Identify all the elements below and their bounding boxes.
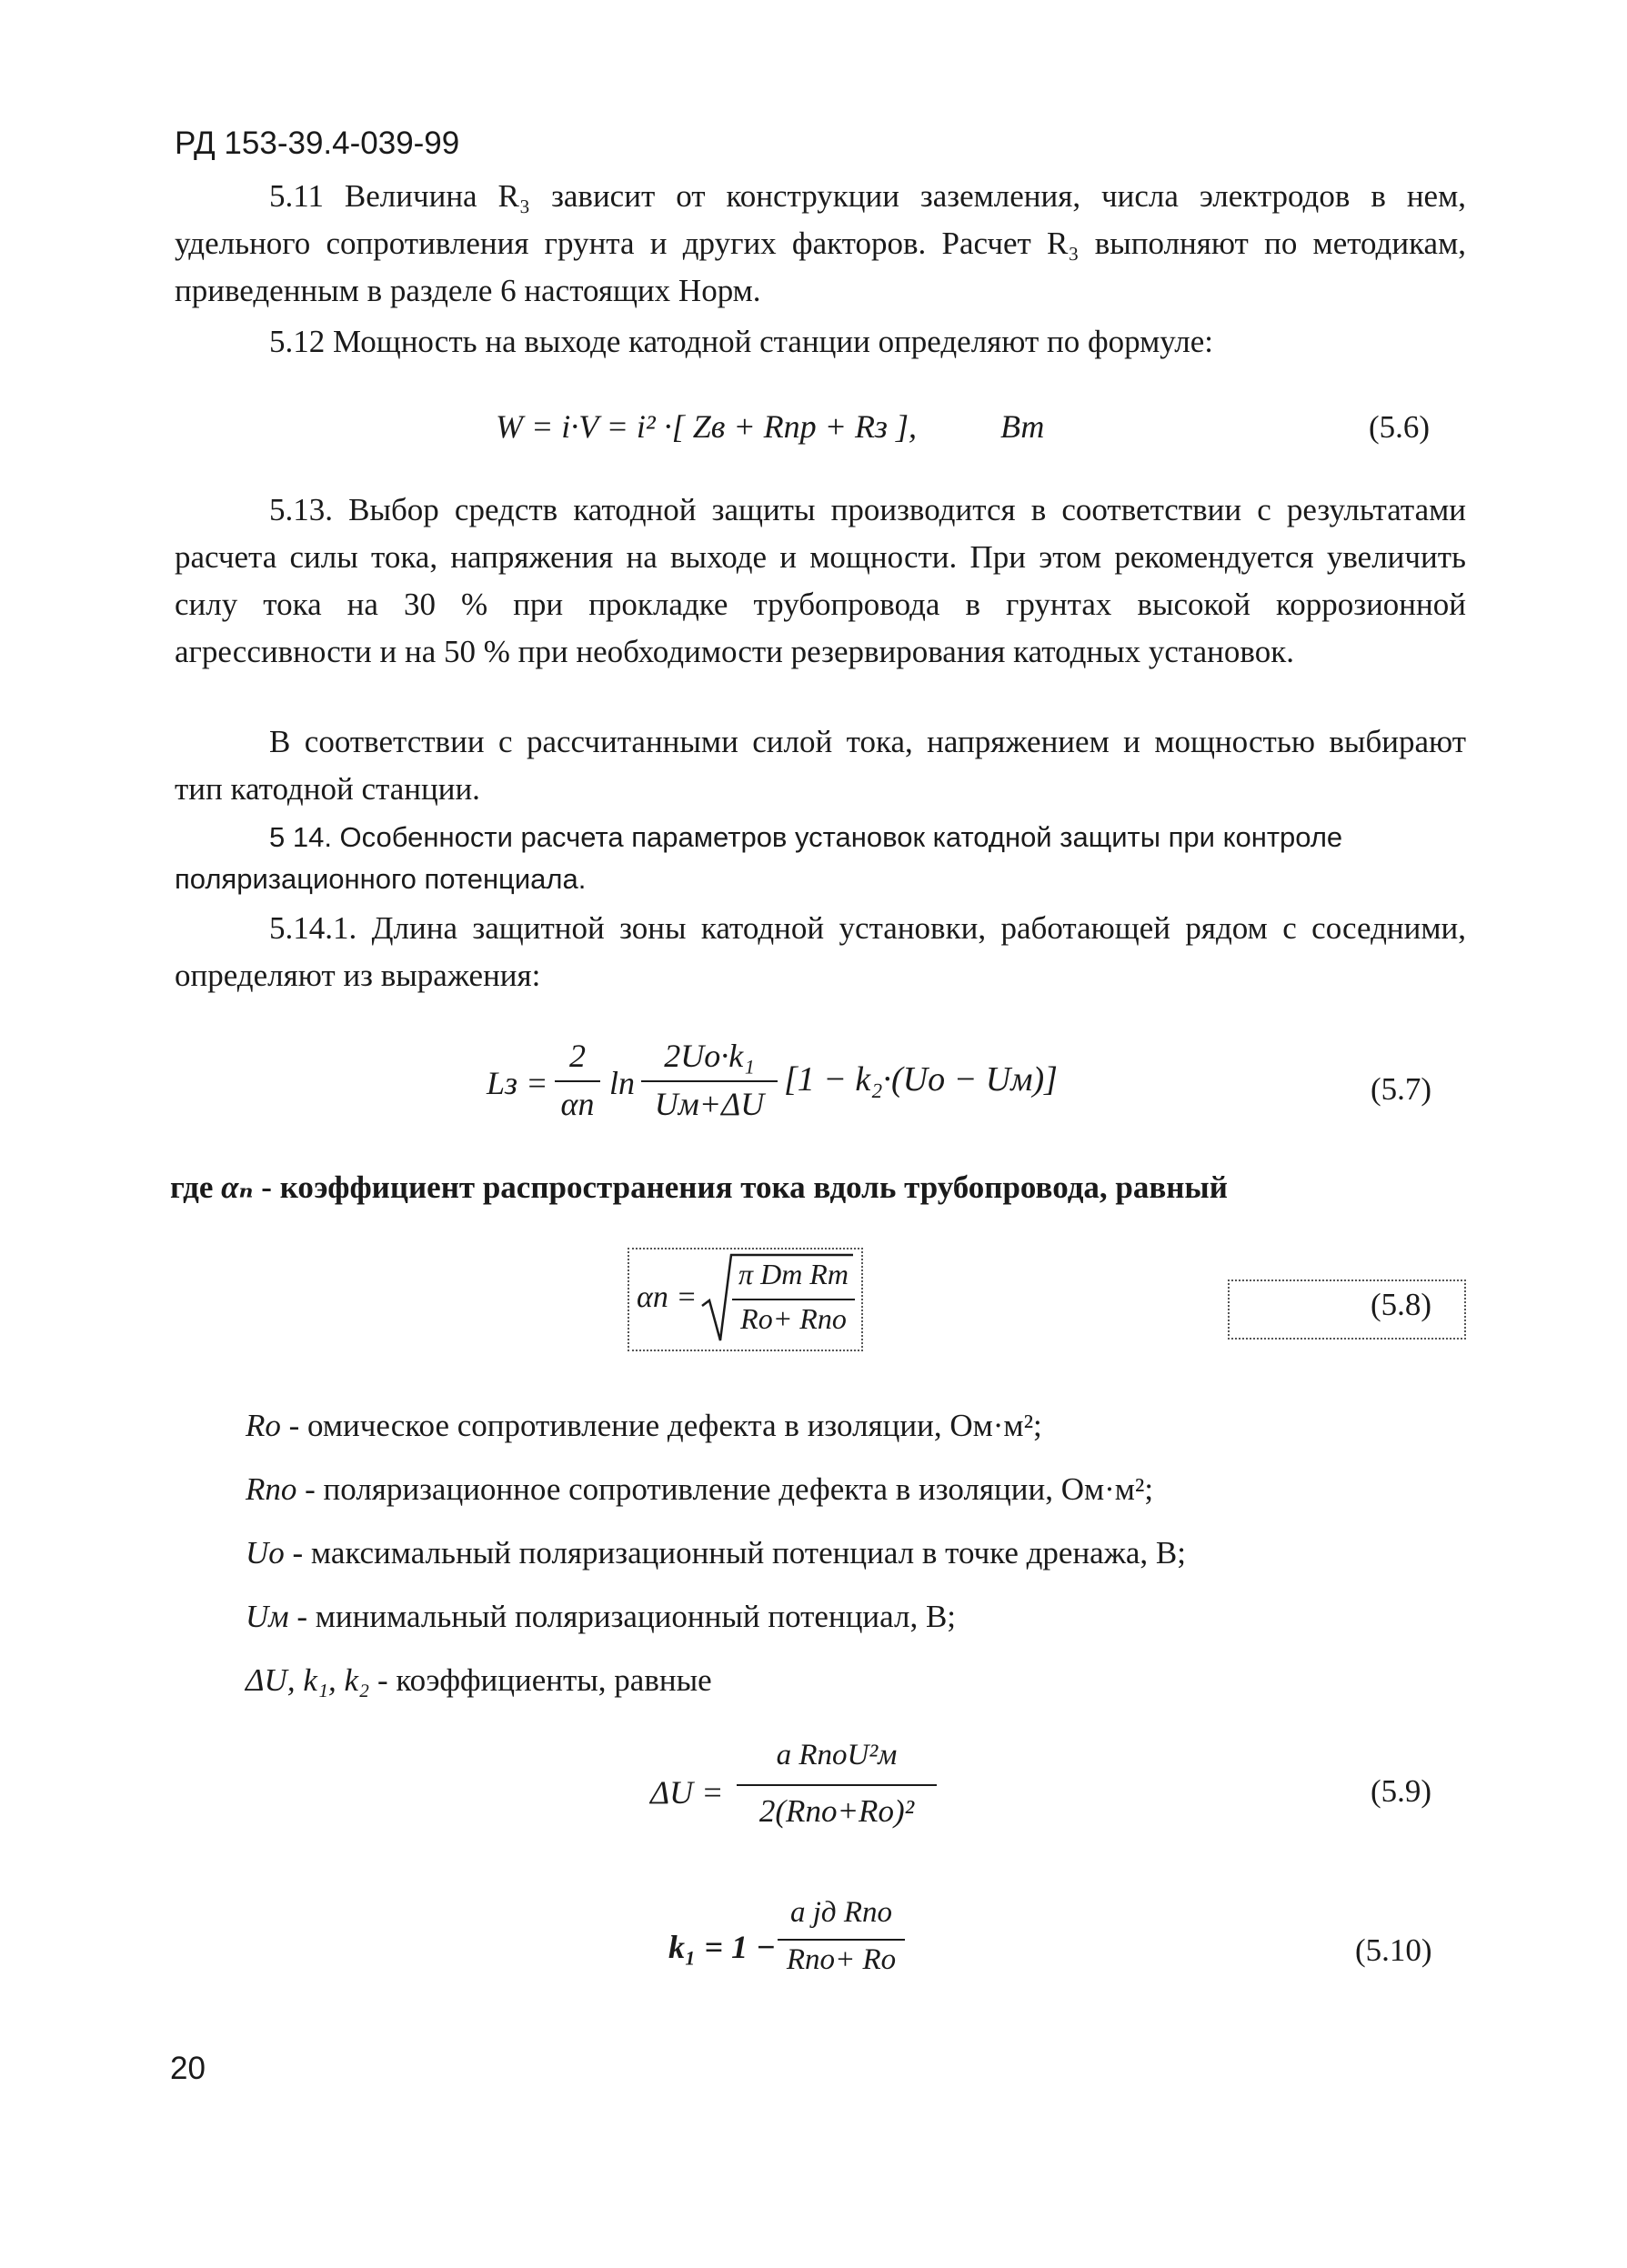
legend-symbol: Rпо: [246, 1471, 297, 1507]
equation-5-7-lhs: Lз =: [487, 1065, 548, 1101]
equation-5-9-number: (5.9): [1371, 1773, 1432, 1809]
equation-5-7-f2-den: Uм+ΔU: [654, 1086, 765, 1122]
fraction-bar: [737, 1784, 937, 1786]
legend-text: - коэффициенты, равные: [377, 1662, 712, 1698]
equation-5-7-ln: ln: [609, 1065, 636, 1101]
legend-item: [246, 1658, 712, 1703]
fraction-bar: [732, 1299, 855, 1300]
paragraph-5-13: 5.13. Выбор средств катодной защиты производится в соответствии с результатами расчета силы тока, напряжения на выходе и мощности. При этом рекомендуется увеличить силу тока на 30 % при прокладке трубопровода в грунтах высокой коррозионной агрессивности и на 50 % при необходимости резервирования катодных установок.: [175, 492, 1466, 669]
equation-5-10-lhs: k₁ = 1 −: [668, 1929, 776, 1965]
page-number: 20: [170, 2051, 206, 2086]
legend-item: [246, 1467, 1153, 1512]
equation-5-9-num: a RпоU²м: [776, 1739, 898, 1771]
equation-5-6: W = i·V = i² ·[ Zв + Rпр + Rз ],: [496, 408, 917, 445]
equation-5-8-num: π Dт Rт: [738, 1258, 849, 1290]
paragraph-5-14-1: 5.14.1. Длина защитной зоны катодной установки, работающей рядом с соседними, определяют из выражения:: [175, 910, 1466, 993]
paragraph-5-11: 5.11 Величина R₃ зависит от конструкции заземления, числа электродов в нем, удельного сопротивления грунта и других факторов. Расчет R₃ выполняют по методикам, приведенным в разделе 6 настоящих Норм.: [175, 178, 1466, 308]
fraction-bar: [778, 1939, 905, 1941]
equation-5-9-lhs: ΔU =: [650, 1774, 724, 1811]
equation-5-6-unit: Вт: [1000, 408, 1045, 445]
equation-5-7-f2-num: 2Uо·k₁: [664, 1038, 755, 1074]
alpha-symbol: αₙ: [221, 1169, 254, 1205]
equation-5-6-number: (5.6): [1369, 409, 1431, 445]
equation-5-7-f1-den: αп: [560, 1086, 595, 1122]
alpha-intro-prefix: где: [170, 1169, 214, 1205]
paragraph-5-13-b: В соответствии с рассчитанными силой тока, напряжением и мощностью выбирают тип катодной станции.: [175, 724, 1466, 807]
legend-text: - минимальный поляризационный потенциал, В;: [296, 1599, 957, 1634]
legend-symbol: Rо: [246, 1408, 281, 1443]
legend-item: [246, 1403, 1042, 1449]
alpha-intro-text: - коэффициент распространения тока вдоль трубопровода, равный: [261, 1169, 1228, 1205]
paragraph-5-12: 5.12 Мощность на выходе катодной станции определяют по формуле:: [269, 324, 1213, 359]
legend-item: [246, 1530, 1186, 1576]
equation-5-10-number: (5.10): [1355, 1932, 1432, 1968]
equation-5-7-tail: [1 − k₂·(Uо − Uм)]: [784, 1060, 1058, 1099]
equation-5-8-number: (5.8): [1371, 1287, 1432, 1322]
legend-text: - омическое сопротивление дефекта в изоляции, Ом·м²;: [288, 1408, 1042, 1443]
legend-symbol: Uм: [246, 1599, 289, 1634]
equation-5-10-num: a jд Rпо: [789, 1896, 893, 1929]
paragraph-5-14: 5 14. Особенности расчета параметров установок катодной защиты при контроле поляризационного потенциала.: [175, 821, 1343, 895]
legend-symbol: ΔU, k₁, k₂: [246, 1662, 370, 1698]
equation-5-8-lhs: αп =: [637, 1280, 698, 1314]
equation-5-10-den: Rпо+ Rо: [786, 1943, 897, 1976]
fraction-bar: [555, 1080, 600, 1082]
legend-symbol: Uо: [246, 1535, 285, 1571]
equation-5-8-den: Rо+ Rпо: [740, 1302, 847, 1335]
fraction-bar: [641, 1080, 778, 1082]
equation-5-7-number: (5.7): [1371, 1071, 1432, 1107]
alpha-intro-line: [170, 1169, 1228, 1206]
legend-text: - поляризационное сопротивление дефекта в изоляции, Ом·м²;: [305, 1471, 1154, 1507]
equation-5-9-den: 2(Rпо+Rо)²: [758, 1793, 915, 1829]
legend-text: - максимальный поляризационный потенциал в точке дренажа, В;: [292, 1535, 1186, 1571]
equation-5-7-f1-num: 2: [569, 1038, 586, 1074]
doc-code: РД 153-39.4-039-99: [175, 125, 460, 161]
legend-item: [246, 1594, 956, 1640]
